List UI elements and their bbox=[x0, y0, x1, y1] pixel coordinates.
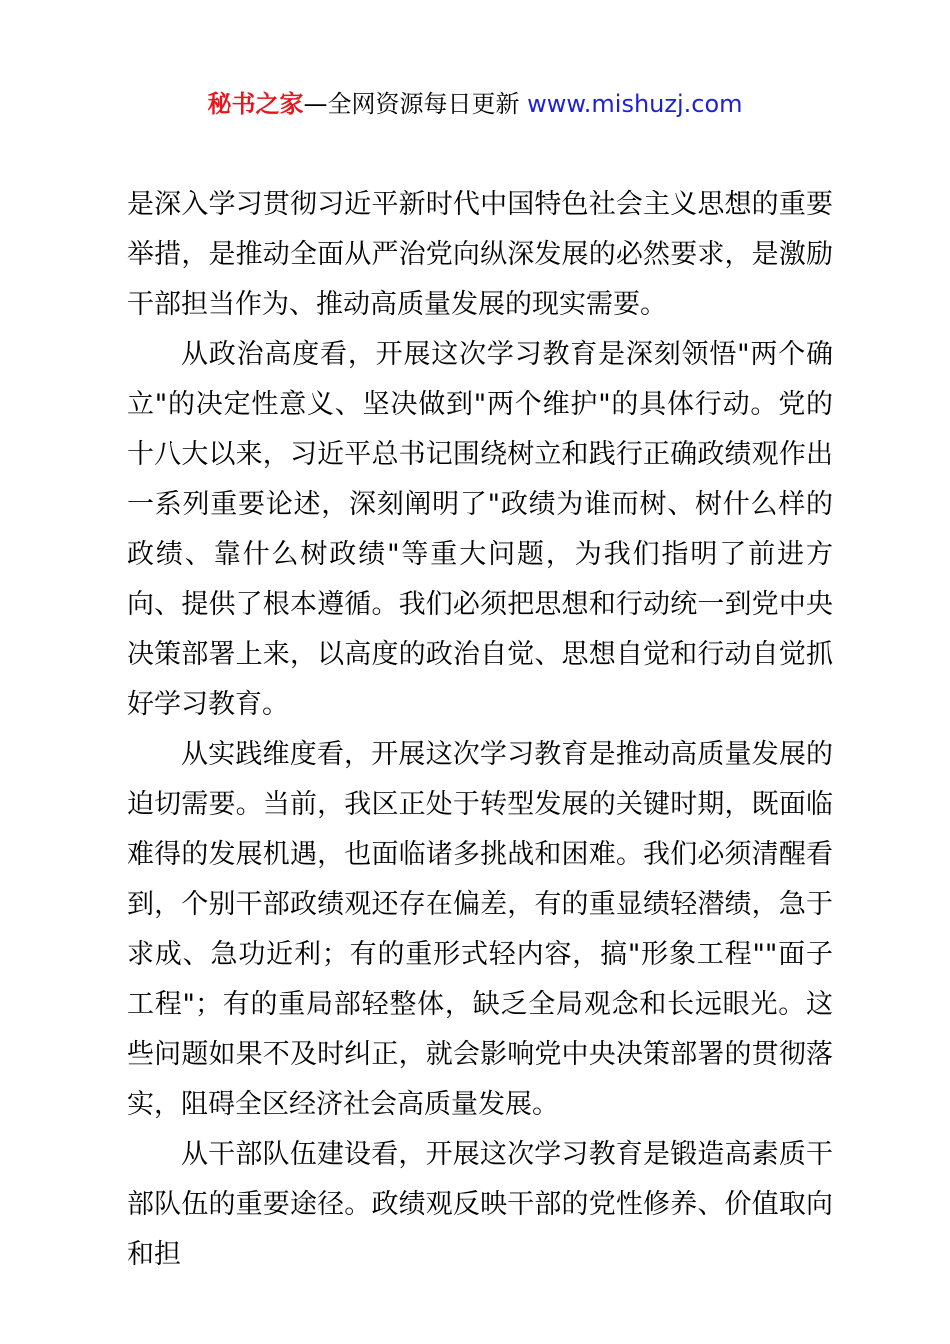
paragraph-continuation: 是深入学习贯彻习近平新时代中国特色社会主义思想的重要举措，是推动全面从严治党向纵深发展的必然要求，是激励干部担当作为、推动高质量发展的现实需要。 bbox=[127, 189, 833, 320]
site-header bbox=[0, 86, 950, 122]
site-tagline: —全网资源每日更新 bbox=[303, 90, 528, 118]
site-brand: 秘书之家 bbox=[207, 90, 304, 118]
document-body bbox=[127, 180, 833, 1280]
paragraph-cadre-perspective: 从干部队伍建设看，开展这次学习教育是锻造高素质干部队伍的重要途径。政绩观反映干部的党性修养、价值取向和担 bbox=[127, 1139, 833, 1270]
paragraph-political-perspective: 从政治高度看，开展这次学习教育是深刻领悟"两个确立"的决定性意义、坚决做到"两个维护"的具体行动。党的十八大以来，习近平总书记围绕树立和践行正确政绩观作出一系列重要论述，深刻阐明了"政绩为谁而树、树什么样的政绩、靠什么树政绩"等重大问题，为我们指明了前进方向、提供了根本遵循。我们必须把思想和行动统一到党中央决策部署上来，以高度的政治自觉、思想自觉和行动自觉抓好学习教育。 bbox=[127, 339, 833, 720]
paragraph-practice-perspective: 从实践维度看，开展这次学习教育是推动高质量发展的迫切需要。当前，我区正处于转型发展的关键时期，既面临难得的发展机遇，也面临诸多挑战和困难。我们必须清醒看到，个别干部政绩观还存在偏差，有的重显绩轻潜绩，急于求成、急功近利；有的重形式轻内容，搞"形象工程""面子工程"；有的重局部轻整体，缺乏全局观念和长远眼光。这些问题如果不及时纠正，就会影响党中央决策部署的贯彻落实，阻碍全区经济社会高质量发展。 bbox=[127, 739, 833, 1120]
site-url-link[interactable]: www.mishuzj.com bbox=[527, 90, 743, 118]
